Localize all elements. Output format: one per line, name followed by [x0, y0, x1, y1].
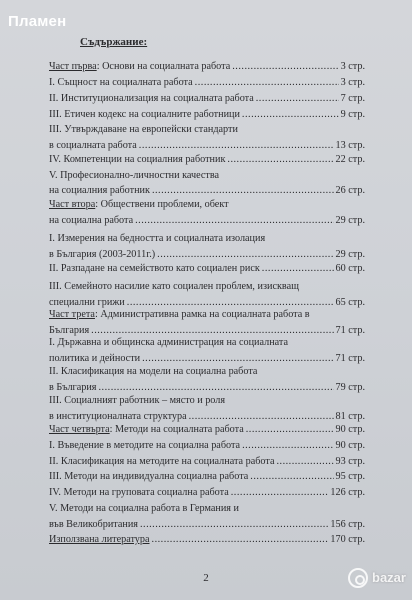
- toc-text: IV. Компетенции на социалния работник: [49, 154, 226, 165]
- toc-page: 93 стр.: [335, 456, 365, 467]
- toc-entry: [49, 154, 365, 165]
- toc-text: България: [49, 325, 90, 336]
- toc-text: III. Етичен кодекс на социалните работници: [49, 109, 240, 120]
- toc-page: 156 стр.: [330, 519, 365, 530]
- toc-entry: [49, 281, 365, 308]
- toc-text: Използвана литература: [49, 534, 150, 545]
- part-label: Част трета: [49, 309, 95, 320]
- toc-entry: [49, 263, 365, 274]
- toc-text: III. Семейното насилие като социален проблем, изискващ: [49, 281, 299, 292]
- toc-entry: [49, 337, 365, 364]
- toc-text: V. Методи на социална работа в Германия и: [49, 503, 239, 514]
- toc-page: 170 стр.: [330, 534, 365, 545]
- toc-text: на социална работа: [49, 215, 134, 226]
- toc-entry: [49, 77, 365, 88]
- toc-text: I. Измерения на бедността и социалната изолация: [49, 233, 266, 244]
- toc-text: III. Социалният работник – място и роля: [49, 395, 226, 406]
- toc-page: 81 стр.: [335, 411, 365, 422]
- toc-page: 71 стр.: [335, 353, 365, 364]
- toc-entry: [49, 487, 365, 498]
- toc-page: 90 стр.: [335, 440, 365, 451]
- toc-entry: [49, 440, 365, 451]
- toc-text: III. Утвърждаване на европейски стандарти: [49, 124, 238, 135]
- toc-entry: Част четвърта: Методи на социалната работа ..... 90 стр.: [49, 424, 365, 435]
- toc-page: 7 стр.: [340, 93, 365, 104]
- toc-text: III. Методи на индивидуална социална работа: [49, 471, 249, 482]
- toc-text: в България (2003-2011г.): [49, 249, 156, 260]
- toc-page: 90 стр.: [335, 424, 365, 435]
- toc-text: I. Въведение в методите на социална работа: [49, 440, 241, 451]
- toc-entry: Част първа: Основи на социалната работа ..... 3 стр.: [49, 61, 365, 72]
- toc-text: IV. Методи на груповата социална работа: [49, 487, 229, 498]
- toc-title: Съдържание:: [80, 36, 148, 48]
- seller-name: Пламен: [8, 13, 67, 30]
- toc-entry: [49, 503, 365, 530]
- toc-text: I. Същност на социалната работа: [49, 77, 193, 88]
- toc-entry: [49, 170, 365, 196]
- toc-page: 79 стр.: [335, 382, 365, 393]
- toc-page: 95 стр.: [335, 471, 365, 482]
- toc-text: в институционалната структура: [49, 411, 187, 422]
- part-label: Част четвърта: [49, 424, 110, 435]
- toc-text: политика и дейности: [49, 353, 141, 364]
- toc-text: I. Държавна и общинска администрация на социалната: [49, 337, 288, 348]
- toc-page: 9 стр.: [340, 109, 365, 120]
- part-label: Част втора: [49, 199, 96, 210]
- toc-text: II. Разпадане на семейството като социален риск: [49, 263, 260, 274]
- toc-page: 60 стр.: [335, 263, 365, 274]
- toc-entry: [49, 366, 365, 393]
- toc-text: II. Класификация на методите на социалната работа: [49, 456, 275, 467]
- toc-entry: Част трета: Административна рамка на социалната работа в България ..... 71 стр.: [49, 309, 365, 336]
- toc-text: в България: [49, 382, 97, 393]
- watermark-text: bazar: [372, 570, 406, 585]
- page-number: 2: [203, 572, 209, 584]
- toc-entry: [49, 395, 365, 422]
- toc-page: 29 стр.: [335, 249, 365, 260]
- toc-entry: [49, 109, 365, 120]
- toc-text: II. Институционализация на социалната работа: [49, 93, 254, 104]
- toc-entry: Част втора: Обществени проблеми, обект на социална работа ..... 29 стр.: [49, 199, 365, 226]
- toc-page: 71 стр.: [335, 325, 365, 336]
- toc-page: 3 стр.: [340, 61, 365, 72]
- toc-text: на социалния работник: [49, 185, 150, 196]
- toc-page: 126 стр.: [330, 487, 365, 498]
- toc-entry: [49, 124, 365, 151]
- bazar-watermark-logo: [348, 566, 406, 594]
- toc-page: 22 стр.: [335, 154, 365, 165]
- toc-entry: [49, 456, 365, 467]
- toc-page: 13 стр.: [335, 140, 365, 151]
- toc-page: 3 стр.: [340, 77, 365, 88]
- toc-text: II. Класификация на модели на социална работа: [49, 366, 258, 377]
- toc-entry: [49, 233, 365, 260]
- bazar-logo-icon: [348, 568, 368, 588]
- toc-entry: [49, 93, 365, 104]
- toc-page: 29 стр.: [335, 215, 365, 226]
- toc-entry: [49, 534, 365, 545]
- toc-text: V. Професионално-личностни качества: [49, 170, 220, 181]
- toc-page: 65 стр.: [335, 297, 365, 308]
- toc-entry: [49, 471, 365, 482]
- toc-text: в социалната работа: [49, 140, 137, 151]
- toc-page: 26 стр.: [335, 185, 365, 196]
- toc-text: във Великобритания: [49, 519, 138, 530]
- toc-text: специални грижи: [49, 297, 125, 308]
- part-label: Част първа: [49, 61, 97, 72]
